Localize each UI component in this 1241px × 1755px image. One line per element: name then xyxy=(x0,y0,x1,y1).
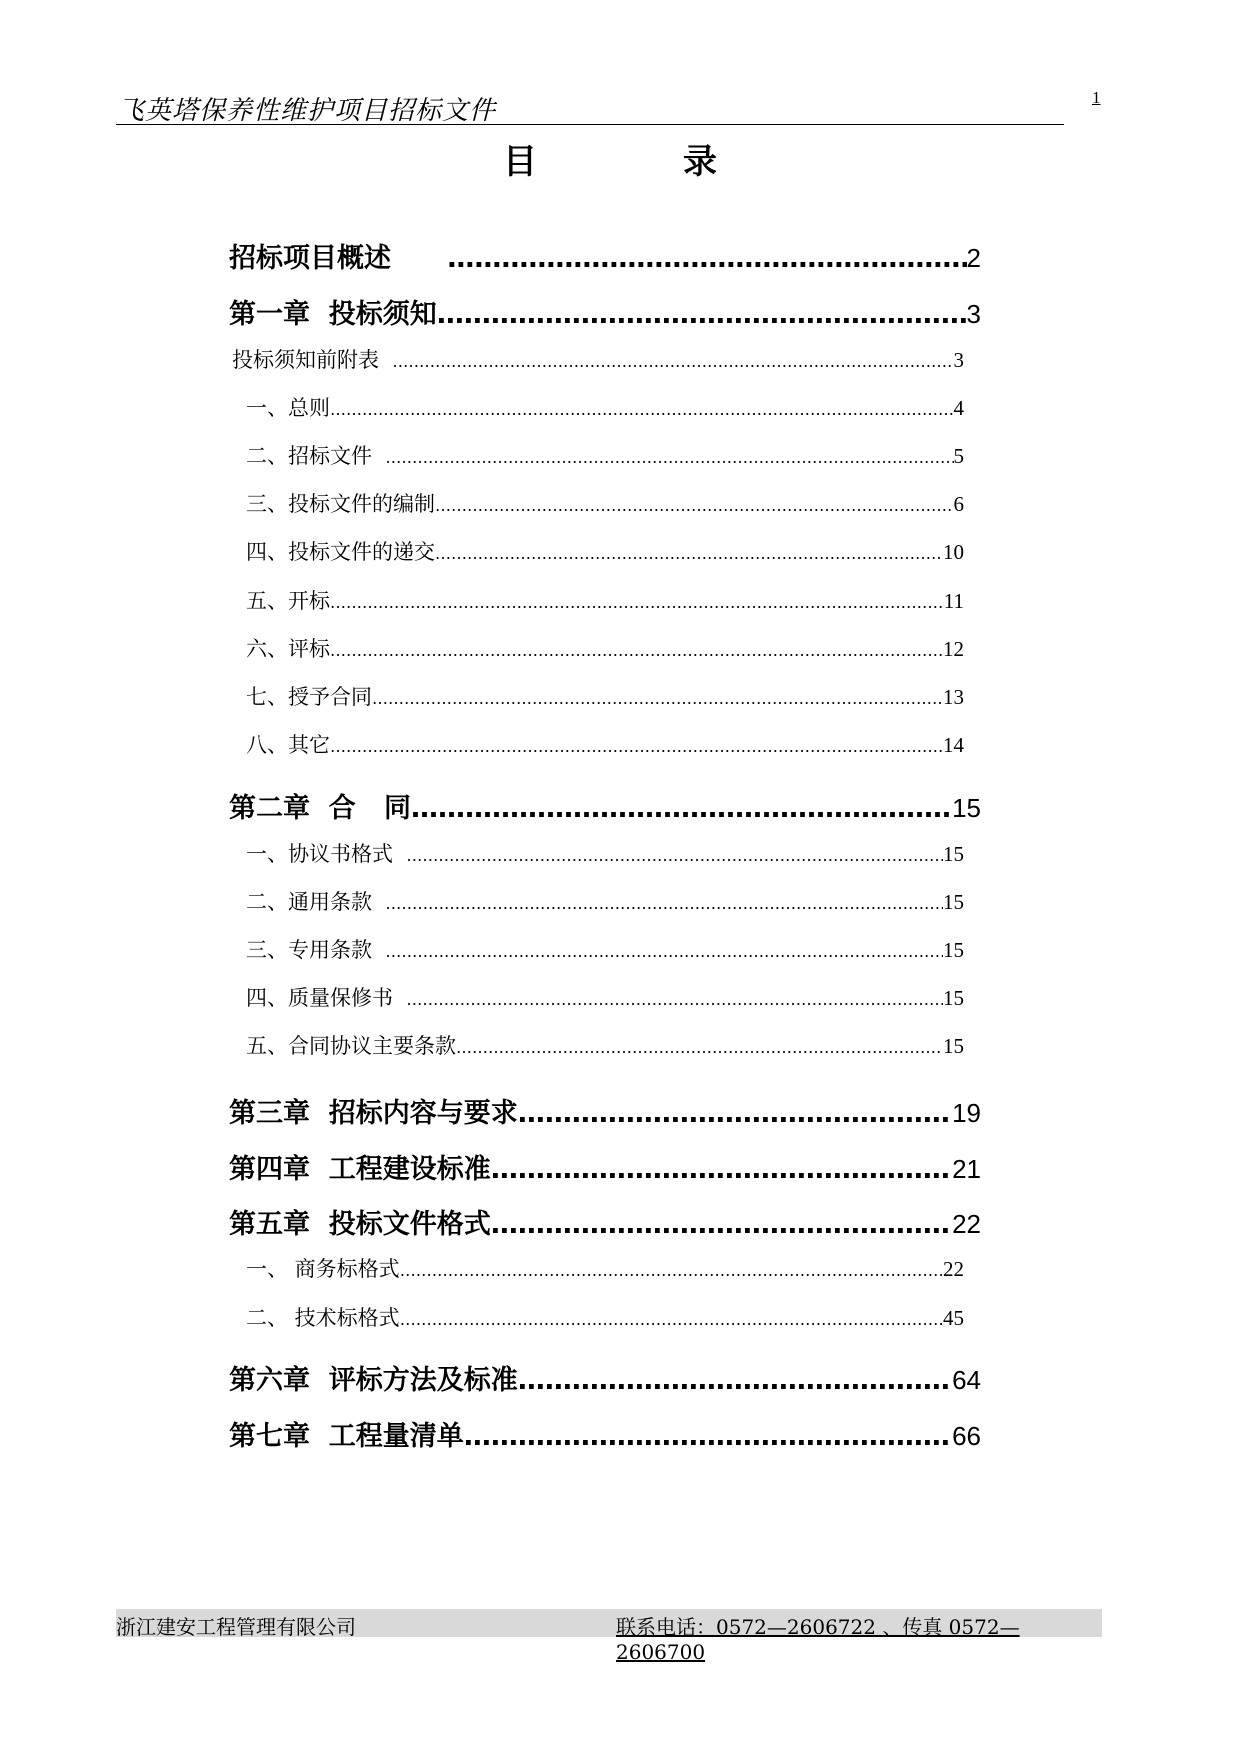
toc-dot-leader xyxy=(411,793,952,824)
toc-entry[interactable] xyxy=(246,440,964,470)
toc-dot-leader xyxy=(435,544,943,563)
toc-entry-number: 二、 xyxy=(246,890,288,914)
toc-entry[interactable] xyxy=(246,982,964,1012)
toc-entry-number: 五、 xyxy=(246,589,288,613)
toc-entry[interactable] xyxy=(246,1030,964,1060)
toc-entry[interactable] xyxy=(232,344,964,374)
toc-entry-page: 3 xyxy=(966,299,981,329)
toc-entry-label: 合同协议主要条款 xyxy=(288,1034,456,1058)
toc-entry-page: 64 xyxy=(952,1365,981,1395)
page-number: 1 xyxy=(1092,88,1101,107)
toc-dot-leader xyxy=(518,1098,952,1129)
toc-entry-page: 13 xyxy=(943,685,964,709)
toc-entry[interactable] xyxy=(229,236,981,275)
toc-entry-number: 二、 xyxy=(246,1306,288,1330)
toc-entry-number: 四、 xyxy=(246,986,288,1010)
toc-heading xyxy=(0,134,1241,184)
toc-entry-label: 授予合同 xyxy=(288,685,372,709)
toc-entry[interactable] xyxy=(246,633,964,663)
toc-entry-label: 质量保修书 xyxy=(288,986,407,1010)
toc-entry-page: 15 xyxy=(943,986,964,1010)
toc-entry-number: 一、 xyxy=(246,842,288,866)
toc-entry-label: 第五章 投标文件格式 xyxy=(229,1209,491,1240)
toc-entry-page: 21 xyxy=(952,1154,981,1184)
toc-dot-leader xyxy=(406,990,943,1009)
toc-dot-leader xyxy=(464,1421,952,1452)
toc-entry-page: 19 xyxy=(952,1098,981,1128)
toc-entry-page: 22 xyxy=(943,1257,964,1281)
toc-entry[interactable] xyxy=(246,729,964,759)
toc-entry-label: 投标须知前附表 xyxy=(232,348,393,372)
toc-entry-label: 其它 xyxy=(288,733,330,757)
toc-entry[interactable] xyxy=(246,488,964,518)
toc-entry-page: 22 xyxy=(952,1209,981,1239)
toc-dot-leader xyxy=(491,1209,952,1240)
toc-dot-leader xyxy=(330,593,944,612)
toc-dot-leader xyxy=(491,1154,952,1185)
toc-entry[interactable] xyxy=(229,292,981,331)
toc-entry-page: 2 xyxy=(966,243,981,273)
toc-entry-number: 四、 xyxy=(246,540,288,564)
toc-entry[interactable] xyxy=(246,1302,964,1332)
toc-entry[interactable] xyxy=(246,886,964,916)
toc-entry[interactable] xyxy=(229,786,981,825)
document-footer xyxy=(116,1609,1102,1664)
toc-entry-label: 评标 xyxy=(288,637,330,661)
toc-entry[interactable] xyxy=(229,1414,981,1453)
toc-entry[interactable] xyxy=(229,1091,981,1130)
toc-entry-number: 七、 xyxy=(246,685,288,709)
toc-entry-label: 招标项目概述 xyxy=(229,243,448,274)
toc-entry[interactable] xyxy=(229,1358,981,1397)
toc-dot-leader xyxy=(330,737,943,756)
toc-entry-number: 八、 xyxy=(246,733,288,757)
toc-entry-number: 一、 xyxy=(246,396,288,420)
toc-dot-leader xyxy=(385,942,943,961)
toc-entry-number: 二、 xyxy=(246,444,288,468)
toc-entry-page: 15 xyxy=(943,1034,964,1058)
toc-dot-leader xyxy=(518,1365,952,1396)
toc-entry[interactable] xyxy=(246,934,964,964)
toc-dot-leader xyxy=(435,496,954,515)
toc-entry-label: 第四章 工程建设标准 xyxy=(229,1154,491,1185)
toc-entry-label: 招标文件 xyxy=(288,444,386,468)
toc-entry-label: 第一章 投标须知 xyxy=(229,299,437,330)
toc-dot-leader xyxy=(456,1038,943,1057)
toc-entry[interactable] xyxy=(246,392,964,422)
toc-entry-number: 一、 xyxy=(246,1257,288,1281)
footer-company: 浙江建安工程管理有限公司 xyxy=(116,1615,356,1639)
toc-entry-page: 6 xyxy=(953,492,964,516)
toc-entry-label: 专用条款 xyxy=(288,938,386,962)
toc-entry-page: 5 xyxy=(953,444,964,468)
toc-entry-page: 45 xyxy=(943,1306,964,1330)
toc-entry-number: 三、 xyxy=(246,938,288,962)
footer-contact: 联系电话：0572—2606722 、传真 0572—2606700 xyxy=(616,1615,1020,1664)
document-header-title: 飞英塔保养性维护项目招标文件 xyxy=(118,96,497,126)
toc-entry[interactable] xyxy=(246,838,964,868)
toc-entry-page: 11 xyxy=(943,589,964,613)
toc-entry-label: 第三章 招标内容与要求 xyxy=(229,1098,518,1129)
toc-dot-leader xyxy=(372,689,943,708)
toc-dot-leader xyxy=(330,400,954,419)
toc-entry[interactable] xyxy=(246,536,964,566)
toc-entry[interactable] xyxy=(229,1147,981,1186)
toc-entry-page: 10 xyxy=(943,540,964,564)
toc-entry-page: 15 xyxy=(943,842,964,866)
toc-entry-label: 通用条款 xyxy=(288,890,386,914)
toc-entry[interactable] xyxy=(246,1253,964,1283)
header-divider xyxy=(116,124,1064,125)
toc-entry-page: 12 xyxy=(943,637,964,661)
toc-entry-label: 商务标格式 xyxy=(288,1257,400,1281)
toc-entry-page: 15 xyxy=(952,793,981,823)
toc-dot-leader xyxy=(447,243,966,274)
toc-entry-page: 3 xyxy=(953,348,964,372)
toc-entry-label: 第六章 评标方法及标准 xyxy=(229,1365,518,1396)
toc-dot-leader xyxy=(392,352,953,371)
toc-dot-leader xyxy=(400,1261,943,1280)
toc-dot-leader xyxy=(385,894,943,913)
toc-entry-label: 协议书格式 xyxy=(288,842,407,866)
toc-entry[interactable] xyxy=(246,681,964,711)
toc-entry-label: 投标文件的递交 xyxy=(288,540,435,564)
toc-entry-page: 4 xyxy=(953,396,964,420)
toc-entry-number: 六、 xyxy=(246,637,288,661)
toc-entry[interactable] xyxy=(246,585,964,615)
toc-entry-label: 第七章 工程量清单 xyxy=(229,1421,464,1452)
toc-entry-label: 技术标格式 xyxy=(288,1306,400,1330)
toc-entry-label: 总则 xyxy=(288,396,330,420)
toc-heading-char-1: 目 xyxy=(503,142,537,182)
toc-entry-number: 五、 xyxy=(246,1034,288,1058)
toc-dot-leader xyxy=(400,1310,943,1329)
toc-entry-page: 14 xyxy=(943,733,964,757)
toc-entry-number: 三、 xyxy=(246,492,288,516)
toc-dot-leader xyxy=(385,448,953,467)
toc-dot-leader xyxy=(330,641,943,660)
toc-entry-label: 第二章 合 同 xyxy=(229,793,411,824)
toc-entry[interactable] xyxy=(229,1202,981,1241)
toc-entry-label: 开标 xyxy=(288,589,330,613)
toc-heading-char-2: 录 xyxy=(683,142,717,182)
toc-entry-page: 15 xyxy=(943,890,964,914)
toc-dot-leader xyxy=(406,846,943,865)
toc-dot-leader xyxy=(437,299,967,330)
toc-entry-label: 投标文件的编制 xyxy=(288,492,435,516)
toc-entry-page: 66 xyxy=(952,1421,981,1451)
toc-entry-page: 15 xyxy=(943,938,964,962)
